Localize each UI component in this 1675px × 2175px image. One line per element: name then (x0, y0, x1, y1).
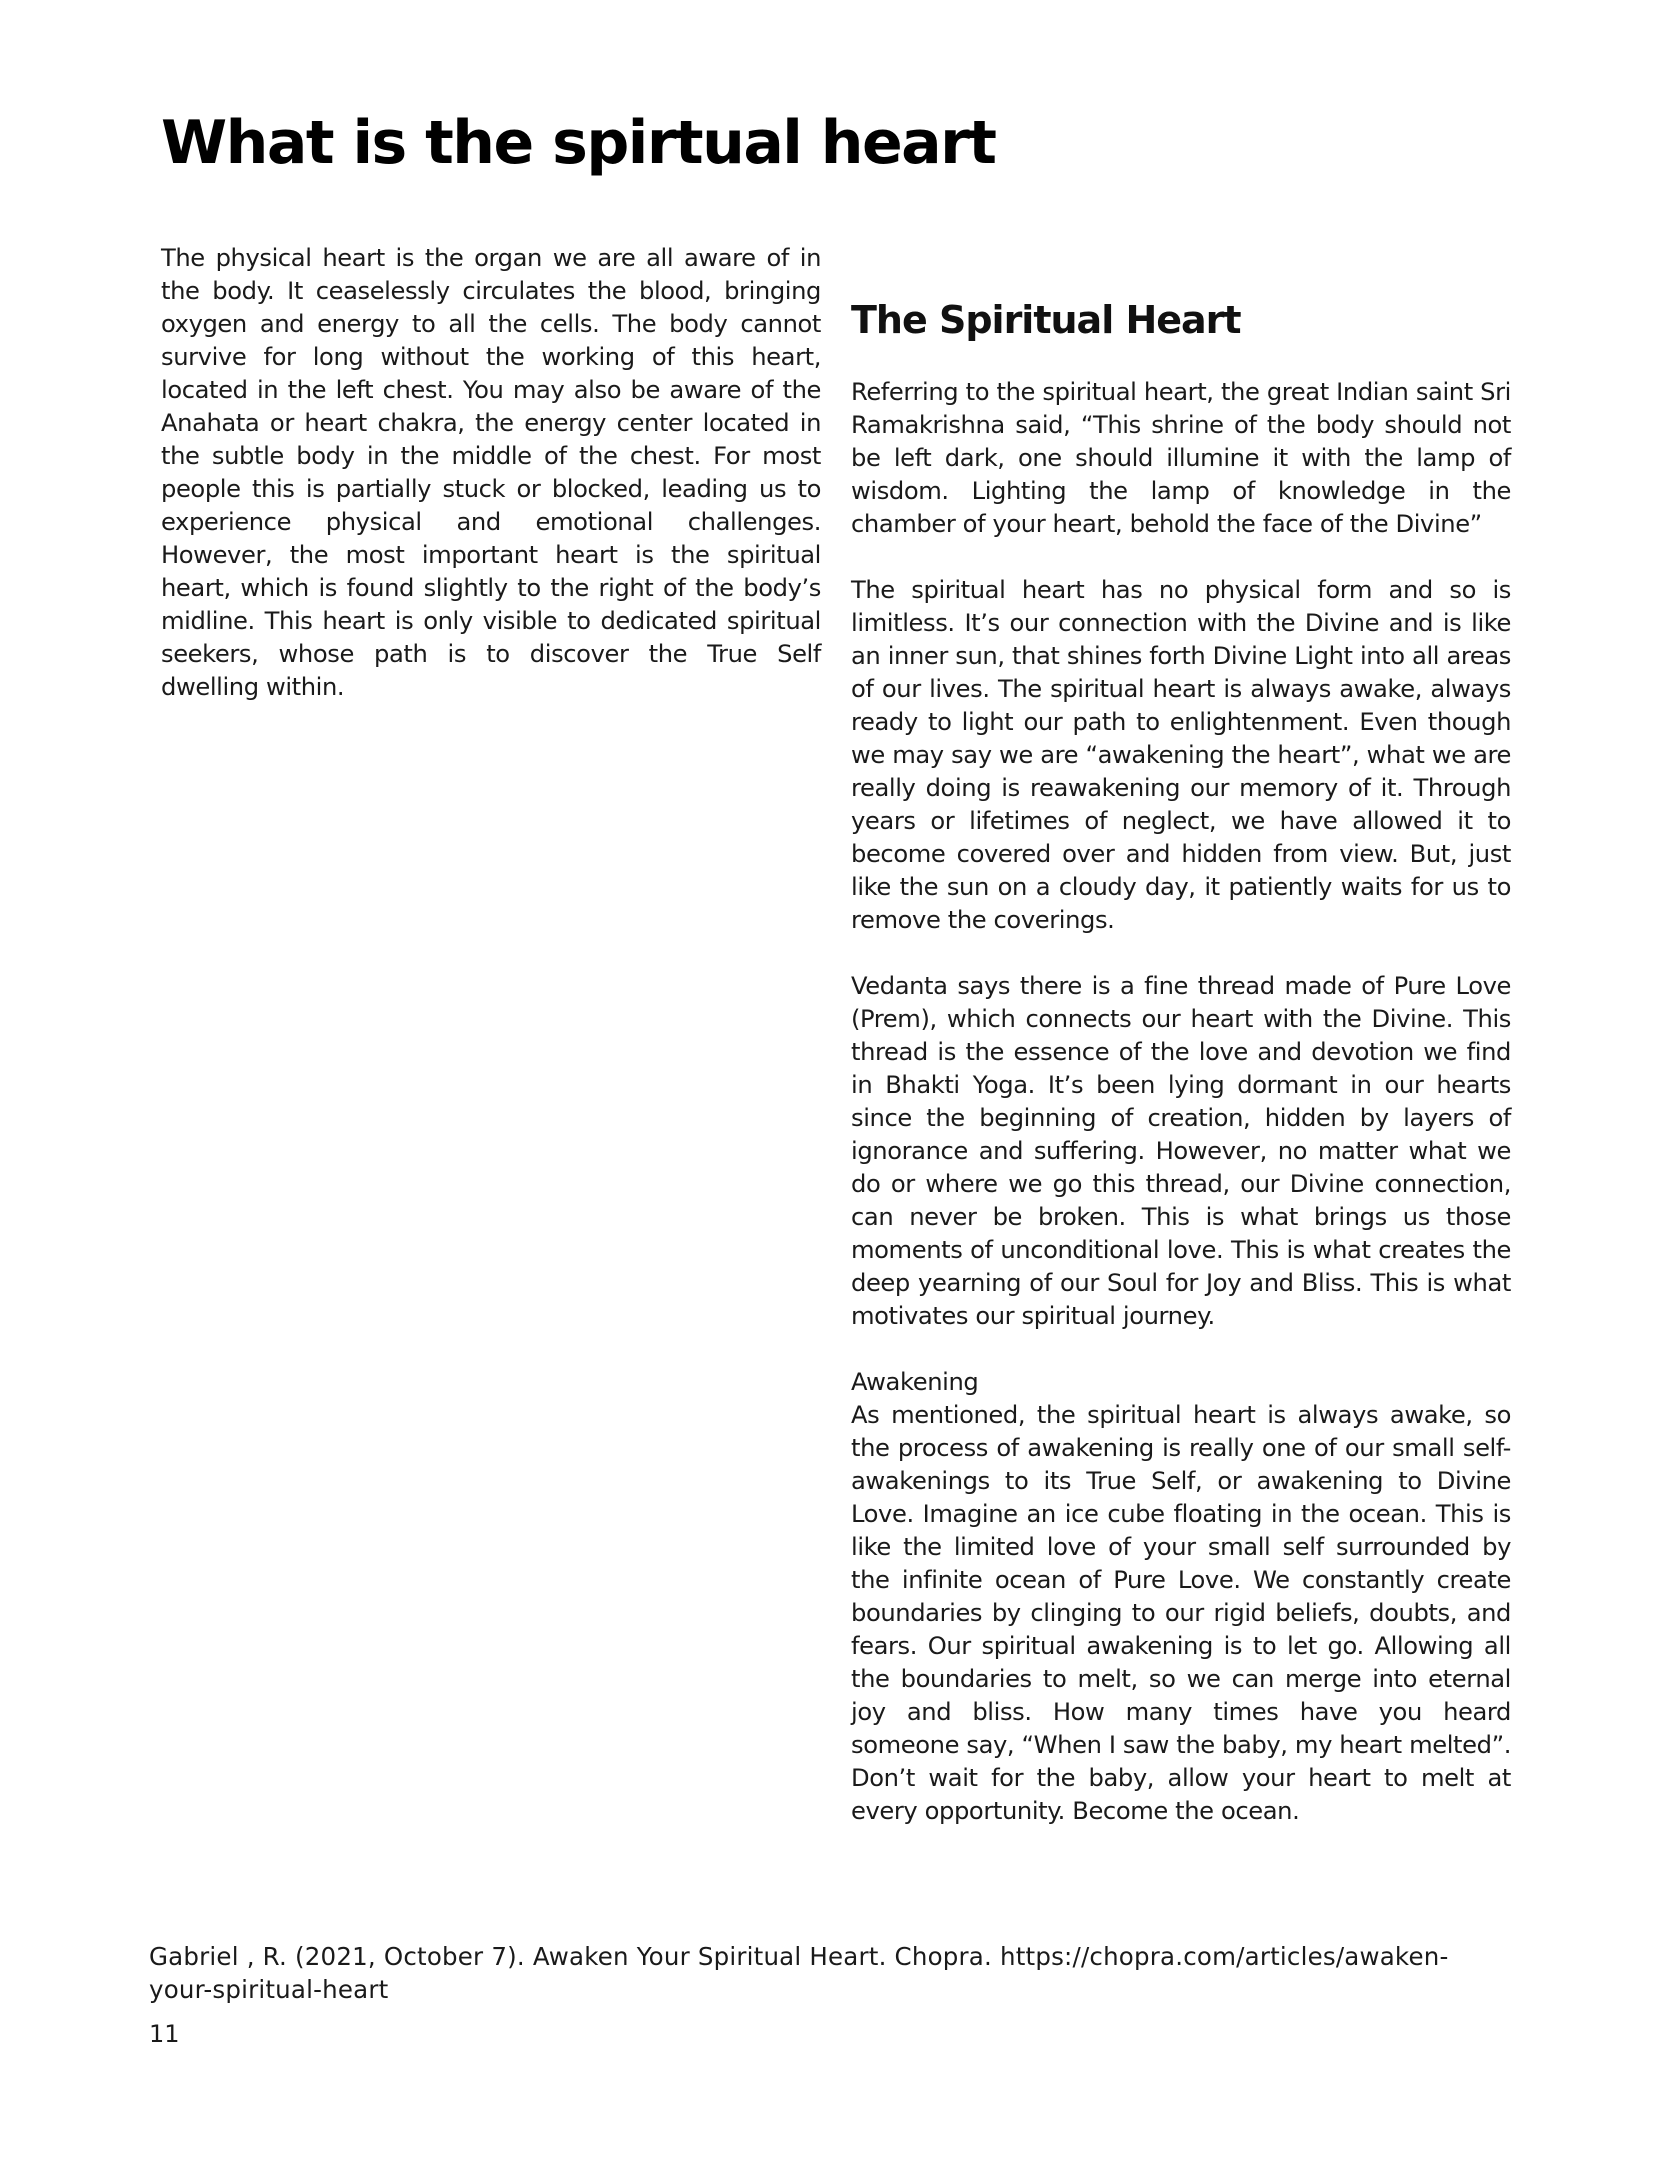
page-title: What is the spirtual heart (161, 108, 996, 178)
section-heading: The Spiritual Heart (851, 298, 1241, 342)
left-column (161, 242, 821, 704)
page-number: 11 (149, 2020, 180, 2048)
intro-paragraph: The physical heart is the organ we are all aware of in the body. It ceaselessly circulates the blood, bringing oxygen and energy to all the cells. The body cannot survive for long without the working of this heart, located in the left chest. You may also be aware of the Anahata or heart chakra, the energy center located in the subtle body in the middle of the chest. For most people this is partially stuck or blocked, leading us to experience physical and emotional challenges. However, the most important heart is the spiritual heart, which is found slightly to the right of the body’s midline. This heart is only visible to dedicated spiritual seekers, whose path is to discover the True Self dwelling within. (161, 244, 821, 701)
body-paragraph: Vedanta says there is a fine thread made of Pure Love (Prem), which connects our heart with the Divine. This thread is the essence of the love and devotion we find in Bhakti Yoga. It’s been lying dormant in our hearts since the beginning of creation, hidden by layers of ignorance and suffering. However, no matter what we do or where we go this thread, our Divine connection, can never be broken. This is what brings us those moments of unconditional love. This is what creates the deep yearning of our Soul for Joy and Bliss. This is what motivates our spiritual journey. (851, 972, 1511, 1330)
awakening-paragraph: As mentioned, the spiritual heart is always awake, so the process of awakening is really one of our small self-awakenings to its True Self, or awakening to Divine Love. Imagine an ice cube floating in the ocean. This is like the limited love of your small self surrounded by the infinite ocean of Pure Love. We constantly create boundaries by clinging to our rigid beliefs, doubts, and fears. Our spiritual awakening is to let go. Allowing all the boundaries to melt, so we can merge into eternal joy and bliss. How many times have you heard someone say, “When I saw the baby, my heart melted”. Don’t wait for the baby, allow your heart to melt at every opportunity. Become the ocean. (851, 1401, 1511, 1825)
body-paragraph: The spiritual heart has no physical form and so is limitless. It’s our connection with the Divine and is like an inner sun, that shines forth Divine Light into all areas of our lives. The spiritual heart is always awake, always ready to light our path to enlightenment. Even though we may say we are “awakening the heart”, what we are really doing is reawakening our memory of it. Through years or lifetimes of neglect, we have allowed it to become covered over and hidden from view. But, just like the sun on a cloudy day, it patiently waits for us to remove the coverings. (851, 576, 1511, 934)
citation: Gabriel , R. (2021, October 7). Awaken Your Spiritual Heart. Chopra. https://chopra.com/articles/awaken-your-spiritual-heart (149, 1942, 1449, 2004)
body-paragraph: Referring to the spiritual heart, the great Indian saint Sri Ramakrishna said, “This shrine of the body should not be left dark, one should illumine it with the lamp of wisdom. Lighting the lamp of knowledge in the chamber of your heart, behold the face of the Divine” (851, 378, 1511, 538)
right-column (851, 290, 1511, 1861)
awakening-subheading: Awakening (851, 1368, 979, 1396)
